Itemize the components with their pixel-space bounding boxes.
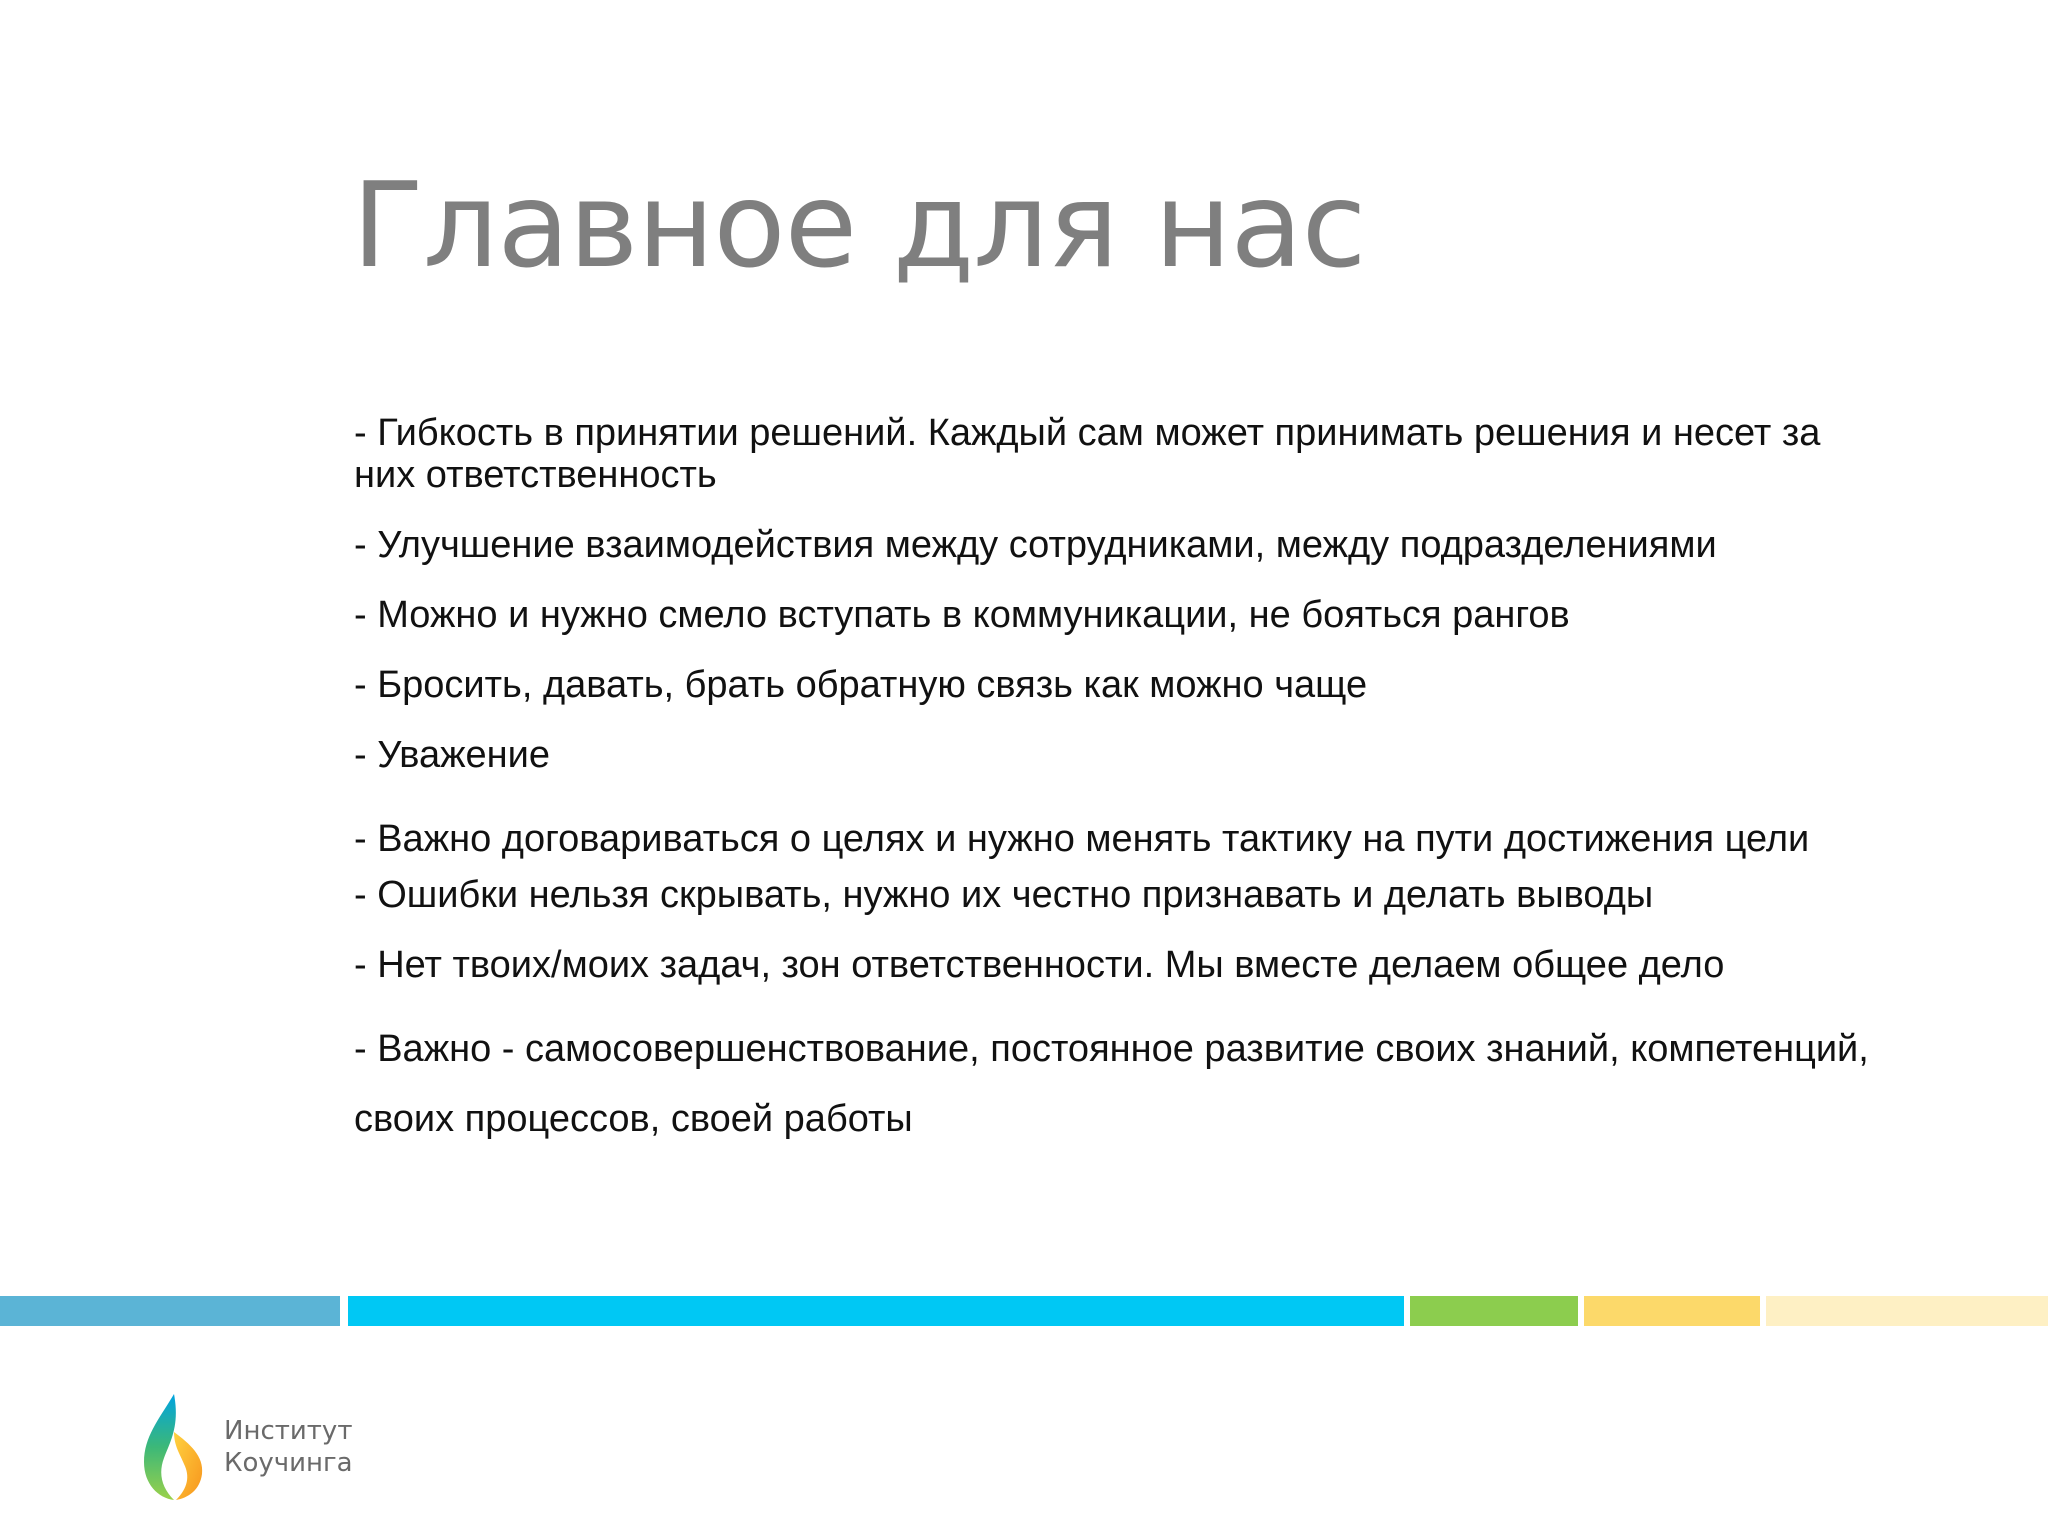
slide-title: Главное для нас [352, 156, 1366, 294]
logo-text-line-2: Коучинга [224, 1448, 353, 1478]
bullet-item: - Важно - самосовершенствование, постоянное развитие своих знаний, компетенций, своих процессов, своей работы [354, 1028, 1869, 1140]
bullet-list [354, 412, 1884, 1154]
bullet-item: - Бросить, давать, брать обратную связь как можно чаще [354, 664, 1368, 706]
bullet-item: - Нет твоих/моих задач, зон ответственности. Мы вместе делаем общее дело [354, 944, 1725, 986]
logo-text-line-1: Институт [224, 1416, 353, 1446]
bullet-item: - Можно и нужно смело вступать в коммуникации, не бояться рангов [354, 594, 1570, 636]
color-bar-segment-2 [348, 1296, 1404, 1326]
color-bar-segment-5 [1766, 1296, 2048, 1326]
color-bar-segment-1 [0, 1296, 340, 1326]
flame-logo-icon [140, 1392, 212, 1502]
institute-logo [140, 1392, 353, 1502]
color-bar-segment-4 [1584, 1296, 1760, 1326]
bullet-item: - Уважение [354, 734, 551, 776]
bullet-item: - Важно договариваться о целях и нужно менять тактику на пути достижения цели [354, 818, 1810, 860]
bullet-item: - Ошибки нельзя скрывать, нужно их честно признавать и делать выводы [354, 874, 1654, 916]
bullet-item: - Улучшение взаимодействия между сотрудниками, между подразделениями [354, 524, 1717, 566]
logo-text [224, 1415, 353, 1479]
color-bar-segment-3 [1410, 1296, 1578, 1326]
bullet-item: - Гибкость в принятии решений. Каждый сам может принимать решения и несет за них ответственность [354, 412, 1821, 496]
